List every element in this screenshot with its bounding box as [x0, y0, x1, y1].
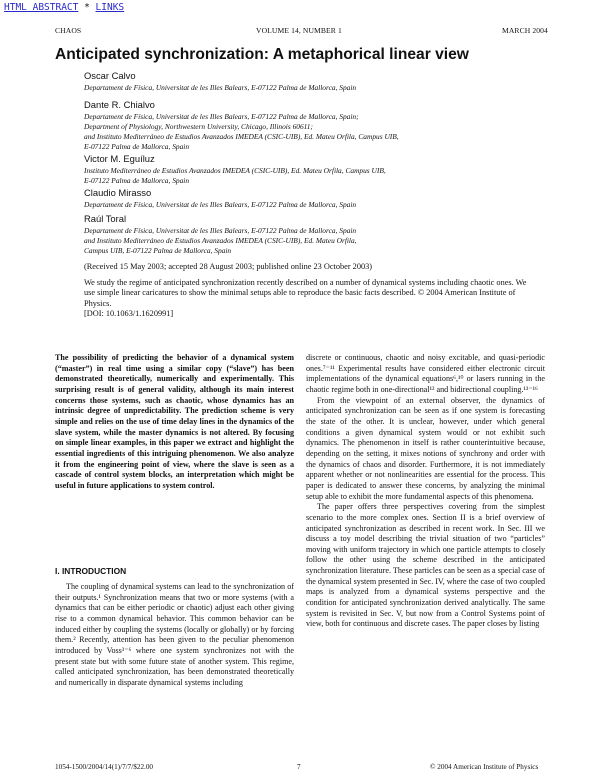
affiliation-line: Campus UIB, E-07122 Palma de Mallorca, Spain	[84, 245, 232, 255]
body-paragraph: From the viewpoint of an external observer, the dynamics of anticipated synchronization can be seen as if one system is forecasting the state of the other. It is unclear, however, under which general conditions a given dynamical system would or not exhibit such dynamics. The phenomenon in itself is rather counterintuitive because, depending on the setting, it mixes notions of synchrony and order with the dynamics of chaos and disorder. Furthermore, it is not immediately apparent whether or not nonlinearities are essential for the process. This paper is dedicated to answer these concerns, by analyzing the minimal setup able to exhibit the more fundamental aspects of this phenomena.	[306, 395, 545, 501]
paper-title: Anticipated synchronization: A metaphorical linear view	[55, 46, 469, 63]
abstract-block	[84, 278, 528, 320]
right-column	[306, 353, 545, 630]
author-name: Raúl Toral	[84, 213, 127, 224]
intro-paragraph: The coupling of dynamical systems can lead to the synchronization of their outputs.¹ Synchronization means that two or more systems (with a dynamics that can be either periodic or chaotic) adjust each other giving rise to a common dynamical behavior. This common behavior can be induced either by coupling the systems (locally or globally) or by forcing them.² Recently, attention has been given to the peculiar phenomenon introduced by Voss³⁻⁶ where one system synchronizes not with the present state but with some future state of another system. This regime, called anticipated synchronization, has been demonstrated theoretically and numerically in disparate dynamical systems including	[55, 582, 294, 687]
author-name: Claudio Mirasso	[84, 187, 152, 198]
author-name: Oscar Calvo	[84, 70, 136, 81]
affiliation-line: Instituto Mediterráneo de Estudios Avanzados IMEDEA (CSIC-UIB), Ed. Mateu Orfila, Campus UIB,	[84, 166, 386, 175]
body-paragraph: The paper offers three perspectives covering from the simplest scenario to the more complex ones. Section II is a brief overview of anticipated synchronization as described in recent work. In Sec. III we discuss a toy model describing the trivial situation of two “particles” moving with uniform trajectory in which one particle attempts to closely follow the other using the scheme described in the anticipated synchronization literature. These particles can be seen as a special case of the dynamical system presented in Sec. IV, where the case of two coupled maps is analyzed from a dynamical systems perspective and the condition for anticipated synchronization derived analytically. The same system is revisited in Sec. V, but now from a Control Systems point of view, both for continuous and discrete cases. The paper closes by listing	[306, 502, 545, 629]
author-affiliation	[84, 200, 554, 210]
body-paragraph: discrete or continuous, chaotic and noisy excitable, and quasi-periodic ones.⁷⁻¹¹ Experimental results have considered either electronic circuit implementations of the dynamical equations⁶,¹⁰ or lasers running in the chaotic regime both in one-directional¹² and bidirectional coupling.¹³⁻¹⁶	[306, 353, 545, 394]
doi: [DOI: 10.1063/1.1620991]	[84, 309, 174, 319]
footer-copyright: © 2004 American Institute of Physics	[430, 763, 539, 771]
received-dates: (Received 15 May 2003; accepted 28 August 2003; published online 23 October 2003)	[84, 262, 373, 271]
author-affiliation	[84, 166, 554, 186]
volume-number: VOLUME 14, NUMBER 1	[256, 26, 342, 35]
section-heading: I. INTRODUCTION	[55, 566, 127, 576]
footer-issn: 1054-1500/2004/14(1)/7/7/$22.00	[55, 763, 154, 771]
abstract-text: We study the regime of anticipated synchronization recently described on a number of dynamical systems including chaotic ones. We use simple linear caricatures to show the minimal setups able to reproduce the basic facts described. © 2004 American Institute of Physics.	[84, 278, 527, 308]
html-abstract-link[interactable]: HTML ABSTRACT	[4, 2, 79, 13]
lead-paragraph: The possibility of predicting the behavior of a dynamical system (“master”) in real time using a similar copy (“slave”) has been demonstrated theoretically, numerically and experimentally. This surprising result is of general validity, although its main interest concerns those systems, such as chaotic, whose dynamics has an intrinsic degree of unpredictability. The prediction scheme is very simple and relies on the use of time delay lines in the dynamics of the slave system, while the master dynamics is not altered. By focusing on simple linear examples, in this paper we extract and highlight the essential ingredients of this intriguing phenomenon. We also analyze it from the engineering point of view, where the slave is seen as a cascade of control system blocks, an interpretation which might be useful in future applications to system control.	[55, 353, 294, 490]
links-separator: *	[78, 2, 96, 13]
affiliation-line: and Instituto Mediterráneo de Estudios Avanzados IMEDEA (CSIC-UIB), Ed. Mateu Orfila,	[84, 235, 357, 245]
page-number: 7	[297, 763, 301, 771]
author-name: Dante R. Chialvo	[84, 99, 155, 110]
author-affiliation	[84, 83, 554, 93]
top-links	[4, 2, 124, 13]
links-link[interactable]: LINKS	[95, 2, 125, 13]
affiliation-line: and Instituto Mediterráneo de Estudios Avanzados IMEDEA (CSIC-UIB), Ed. Mateu Orfila, Campus UIB,	[84, 131, 399, 141]
affiliation-line: Department of Physiology, Northwestern University, Chicago, Illinois 60611;	[84, 121, 313, 131]
affiliation-line: E-07122 Palma de Mallorca, Spain	[84, 141, 190, 151]
affiliation-line: Departament de Física, Universitat de les Illes Balears, E-07122 Palma de Mallorca, Spain;	[84, 112, 359, 121]
issue-date: MARCH 2004	[502, 26, 548, 35]
affiliation-line: Departament de Física, Universitat de les Illes Balears, E-07122 Palma de Mallorca, Spain	[84, 200, 357, 209]
affiliation-line: E-07122 Palma de Mallorca, Spain	[84, 175, 190, 185]
journal-name: CHAOS	[55, 26, 82, 35]
author-affiliation	[84, 226, 554, 256]
affiliation-line: Departament de Física, Universitat de les Illes Balears, E-07122 Palma de Mallorca, Spain	[84, 83, 357, 92]
author-affiliation	[84, 112, 554, 152]
affiliation-line: Departament de Física, Universitat de les Illes Balears, E-07122 Palma de Mallorca, Spain	[84, 226, 357, 235]
author-name: Victor M. Eguíluz	[84, 153, 155, 164]
